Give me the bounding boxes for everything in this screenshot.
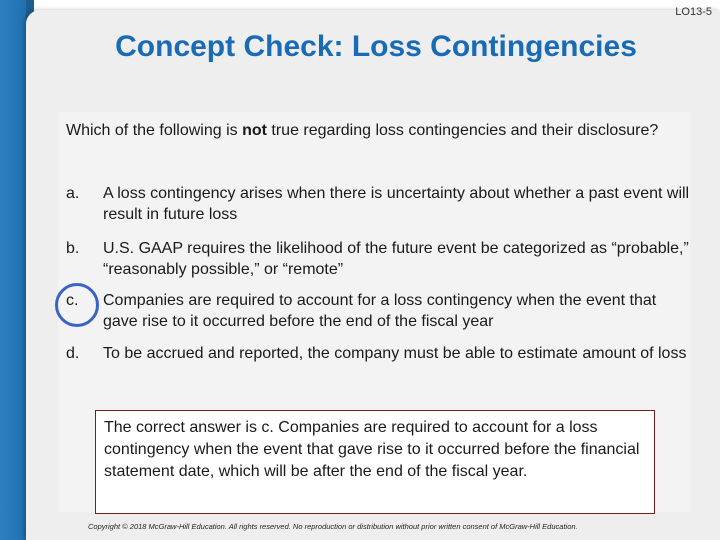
option-letter: b.: [66, 240, 80, 257]
option-letter: a.: [66, 185, 80, 202]
question-emphasis: not: [242, 122, 267, 139]
left-accent-bar-inner: [0, 0, 26, 540]
learning-objective-tag: LO13-5: [675, 6, 712, 18]
option-text: Companies are required to account for a loss contingency when the event that gave rise to it occurred before the end of the fiscal year: [103, 292, 657, 330]
option-text: To be accrued and reported, the company must be able to estimate amount of loss: [103, 345, 687, 362]
copyright-footer: Copyright © 2018 McGraw-Hill Education. All rights reserved. No reproduction or distribution without prior written consent of McGraw-Hill Education.: [88, 522, 578, 531]
question-prefix: Which of the following is: [66, 122, 243, 139]
selected-answer-circle: [55, 283, 99, 327]
option-letter: c.: [66, 292, 79, 309]
option-text: A loss contingency arises when there is uncertainty about whether a past event will result in future loss: [103, 185, 690, 223]
question-text: [66, 120, 676, 141]
option-text: U.S. GAAP requires the likelihood of the future event be categorized as “probable,” “reasonably possible,” or “remote”: [103, 240, 689, 278]
option-letter: d.: [66, 345, 80, 362]
correct-answer-box: The correct answer is c. Companies are required to account for a loss contingency when the event that gave rise to it occurred before the financial statement date, which will be after the end of the fiscal year.: [95, 410, 655, 514]
slide-title: Concept Check: Loss Contingencies: [115, 30, 637, 63]
question-suffix: true regarding loss contingencies and their disclosure?: [266, 122, 659, 139]
